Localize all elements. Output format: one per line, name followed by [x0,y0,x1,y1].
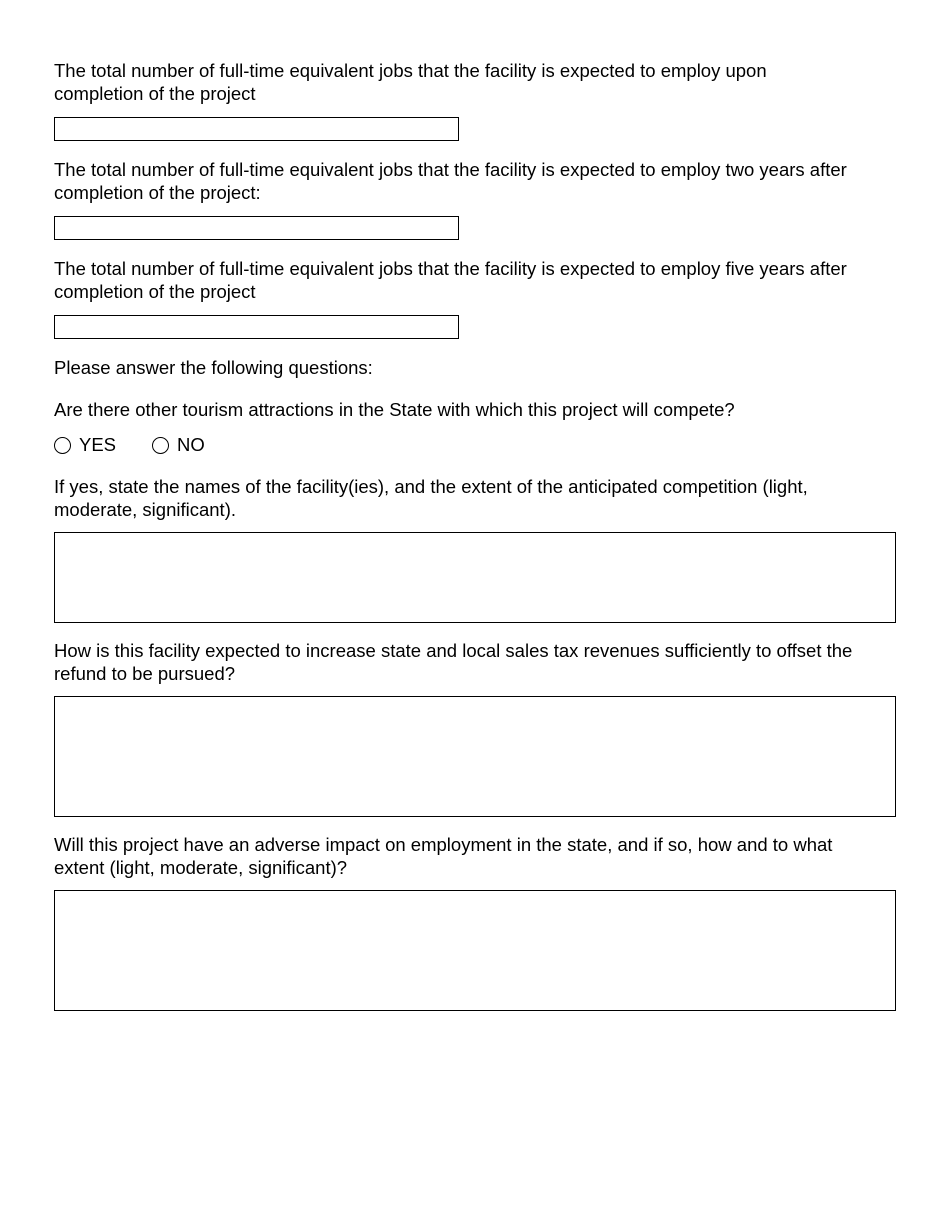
employment-impact-label: Will this project have an adverse impact on employment in the state, and if so, how and to what extent (light, moderate, significant)? [54,834,833,878]
jobs-five-years-label: The total number of full-time equivalent jobs that the facility is expected to employ five years after completion of the project [54,258,847,302]
jobs-two-years-input[interactable] [54,216,459,240]
jobs-two-years-label: The total number of full-time equivalent jobs that the facility is expected to employ two years after completion of the project: [54,159,847,203]
competition-details-textarea[interactable] [54,532,896,623]
competition-no-radio[interactable] [152,437,169,454]
tax-revenue-label: How is this facility expected to increase state and local sales tax revenues sufficiently to offset the refund to be pursued? [54,640,853,684]
competition-question-label: Are there other tourism attractions in the State with which this project will compete? [54,399,735,420]
competition-no-label: NO [177,434,205,455]
jobs-five-years-input[interactable] [54,315,459,339]
employment-impact-textarea[interactable] [54,890,896,1011]
competition-yes-label: YES [79,434,117,455]
competition-yes-radio[interactable] [54,437,71,454]
jobs-upon-completion-input[interactable] [54,117,459,141]
jobs-upon-completion-label: The total number of full-time equivalent jobs that the facility is expected to employ upon completion of the project [54,60,767,104]
tax-revenue-textarea[interactable] [54,696,896,817]
competition-radio-group [54,433,205,457]
instructions-text: Please answer the following questions: [54,357,373,378]
competition-yes-option[interactable] [54,434,116,456]
competition-no-option[interactable] [152,434,205,456]
competition-details-label: If yes, state the names of the facility(ies), and the extent of the anticipated competition (light, moderate, significant). [54,476,808,520]
